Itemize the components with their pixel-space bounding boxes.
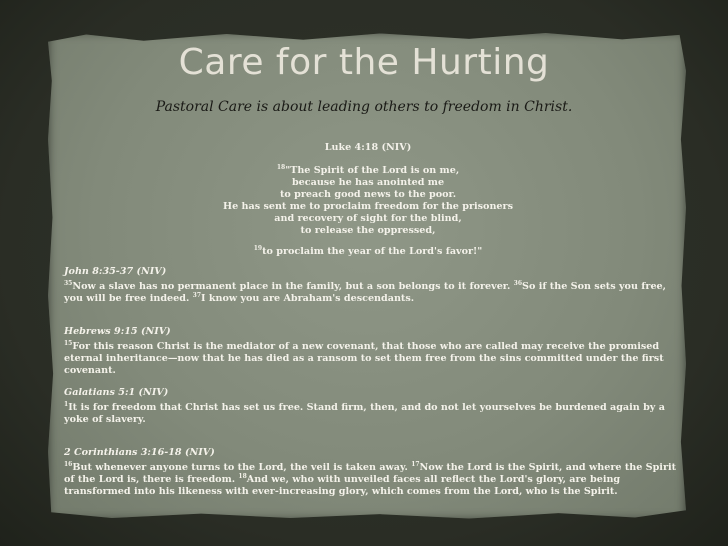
verse-number: 17 [411,460,420,468]
corinthians-text [64,462,684,498]
john-reference: John 8:35-37 (NIV) [64,266,167,277]
slide-subtitle: Pastoral Care is about leading others to freedom in Christ. [155,99,573,115]
verse-number: 18 [276,163,286,171]
verse-number: 19 [253,244,263,252]
verse-number: 35 [64,279,73,287]
john-text [64,281,684,305]
verse-number: 1 [64,400,69,408]
verse-number: 18 [238,472,247,480]
corinthians-passage [64,447,684,498]
verse-text: For this reason Christ is the mediator of a new covenant, that those who are called may receive the promised eternal inheritance—now that he has died as a ransom to set them free from the sins committed under the first covenant. [64,341,664,376]
verse-number: 37 [192,291,201,299]
luke-line [200,165,536,177]
slide-title: Care for the Hurting [178,42,550,83]
luke-verse-19 [200,246,536,258]
luke-line: He has sent me to proclaim freedom for the prisoners [223,201,513,212]
verse-text: And we, who with unveiled faces all reflect the Lord's glory, are being transformed into his likeness with ever-increasing glory, which comes from the Lord, who is the Spirit. [64,474,621,497]
hebrews-passage [64,326,684,377]
luke-line: to release the oppressed, [300,225,436,236]
luke-line: to preach good news to the poor. [279,189,457,200]
verse-text: I know you are Abraham's descendants. [201,293,415,304]
corinthians-reference: 2 Corinthians 3:16-18 (NIV) [64,447,215,458]
luke-line: because he has anointed me [291,177,445,188]
verse-number: 16 [64,460,73,468]
hebrews-reference: Hebrews 9:15 (NIV) [64,326,171,337]
galatians-text [64,402,684,426]
verse-text: Now a slave has no permanent place in the family, but a son belongs to it forever. [72,281,514,292]
verse-text: It is for freedom that Christ has set us free. Stand firm, then, and do not let yourselves be burdened again by a yoke of slavery. [64,402,665,425]
verse-text: Now the Lord is the Spirit, and where the Spirit of the Lord is, there is freedom. [64,462,677,485]
verse-number: 36 [513,279,523,287]
luke-line-text: "The Spirit of the Lord is on me, [285,165,460,176]
hebrews-text [64,341,684,377]
john-passage [64,266,684,305]
luke-line: and recovery of sight for the blind, [274,213,462,224]
verse-text: But whenever anyone turns to the Lord, the veil is taken away. [72,462,412,473]
verse-number: 15 [64,339,73,347]
galatians-passage [64,387,684,426]
verse-text: So if the Son sets you free, you will be free indeed. [64,281,666,304]
luke-verse-18 [200,165,536,237]
galatians-reference: Galatians 5:1 (NIV) [64,387,169,398]
luke-passage [200,142,536,258]
luke-reference: Luke 4:18 (NIV) [324,142,412,153]
luke-verse-19-text: to proclaim the year of the Lord's favor!" [262,246,483,257]
